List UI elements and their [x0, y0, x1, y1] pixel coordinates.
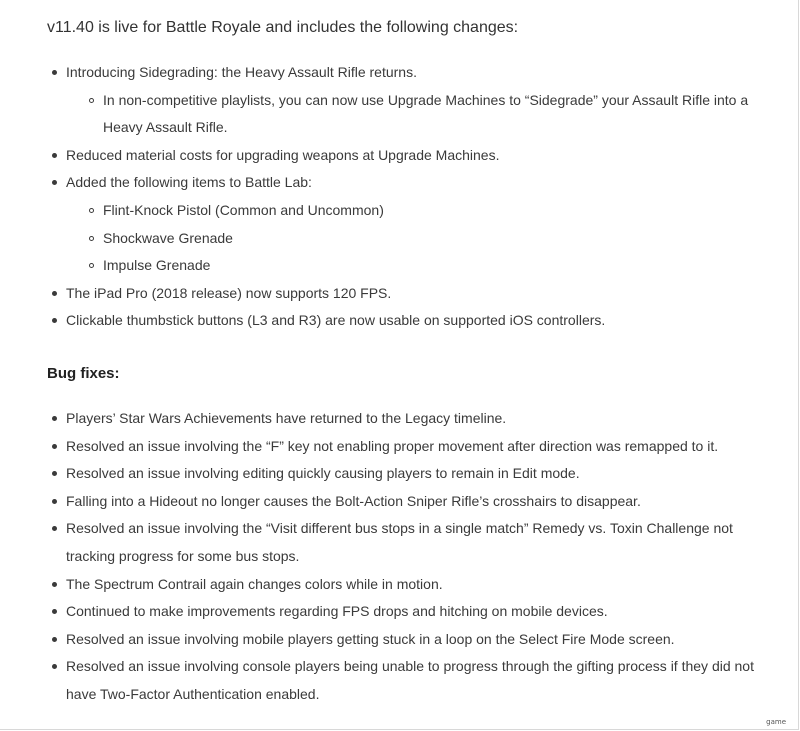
sub-bullet-icon	[89, 236, 94, 241]
list-item-text: Resolved an issue involving the “F” key not enabling proper movement after direction was remapped to it.	[66, 437, 719, 454]
list-item-text: Players’ Star Wars Achievements have returned to the Legacy timeline.	[66, 410, 507, 426]
list-item-text: Resolved an issue involving editing quickly causing players to remain in Edit mode.	[66, 465, 580, 482]
list-item-text: Impulse Grenade	[103, 257, 211, 274]
sub-bullet-icon	[89, 98, 94, 103]
list-item-text: Resolved an issue involving mobile players getting stuck in a loop on the Select Fire Mode screen.	[66, 630, 675, 647]
list-item-text: Reduced material costs for upgrading weapons at Upgrade Machines.	[66, 146, 500, 163]
list-item-text: Introducing Sidegrading: the Heavy Assault Rifle returns.	[66, 64, 417, 80]
list-item-text: The iPad Pro (2018 release) now supports 120 FPS.	[66, 284, 392, 301]
bullet-icon	[52, 637, 57, 642]
list-item-text: Heavy Assault Rifle.	[103, 119, 228, 136]
bullet-icon	[52, 444, 57, 449]
bullet-icon	[52, 153, 57, 158]
watermark: game	[766, 718, 786, 726]
list-item-text: The Spectrum Contrail again changes colors while in motion.	[66, 575, 443, 592]
bullet-icon	[52, 582, 57, 587]
list-item-text: Falling into a Hideout no longer causes the Bolt-Action Sniper Rifle’s crosshairs to disappear.	[66, 492, 641, 509]
list-item-text: have Two-Factor Authentication enabled.	[66, 686, 320, 702]
bug-fixes-heading: Bug fixes:	[47, 365, 120, 382]
intro-text: v11.40 is live for Battle Royale and includes the following changes:	[47, 19, 519, 36]
list-item-text: Flint-Knock Pistol (Common and Uncommon)	[103, 202, 384, 218]
list-item-text: Resolved an issue involving the “Visit different bus stops in a single match” Remedy vs. Toxin Challenge not	[66, 520, 733, 537]
list-item-text: Added the following items to Battle Lab:	[66, 174, 312, 191]
bullet-icon	[52, 291, 57, 296]
list-item-text: Resolved an issue involving console players being unable to progress through the gifting process if they did not	[66, 658, 754, 675]
sub-bullet-icon	[89, 208, 94, 213]
bullet-icon	[52, 416, 57, 421]
list-item-text: Shockwave Grenade	[103, 229, 233, 246]
list-item-text: tracking progress for some bus stops.	[66, 548, 300, 564]
list-item-text: Clickable thumbstick buttons (L3 and R3) are now usable on supported iOS controllers.	[66, 312, 606, 329]
bullet-icon	[52, 499, 57, 504]
list-item-text: Continued to make improvements regarding FPS drops and hitching on mobile devices.	[66, 603, 608, 620]
bullet-icon	[52, 70, 57, 75]
list-item-text: In non-competitive playlists, you can now use Upgrade Machines to “Sidegrade” your Assault Rifle into a	[103, 91, 749, 108]
